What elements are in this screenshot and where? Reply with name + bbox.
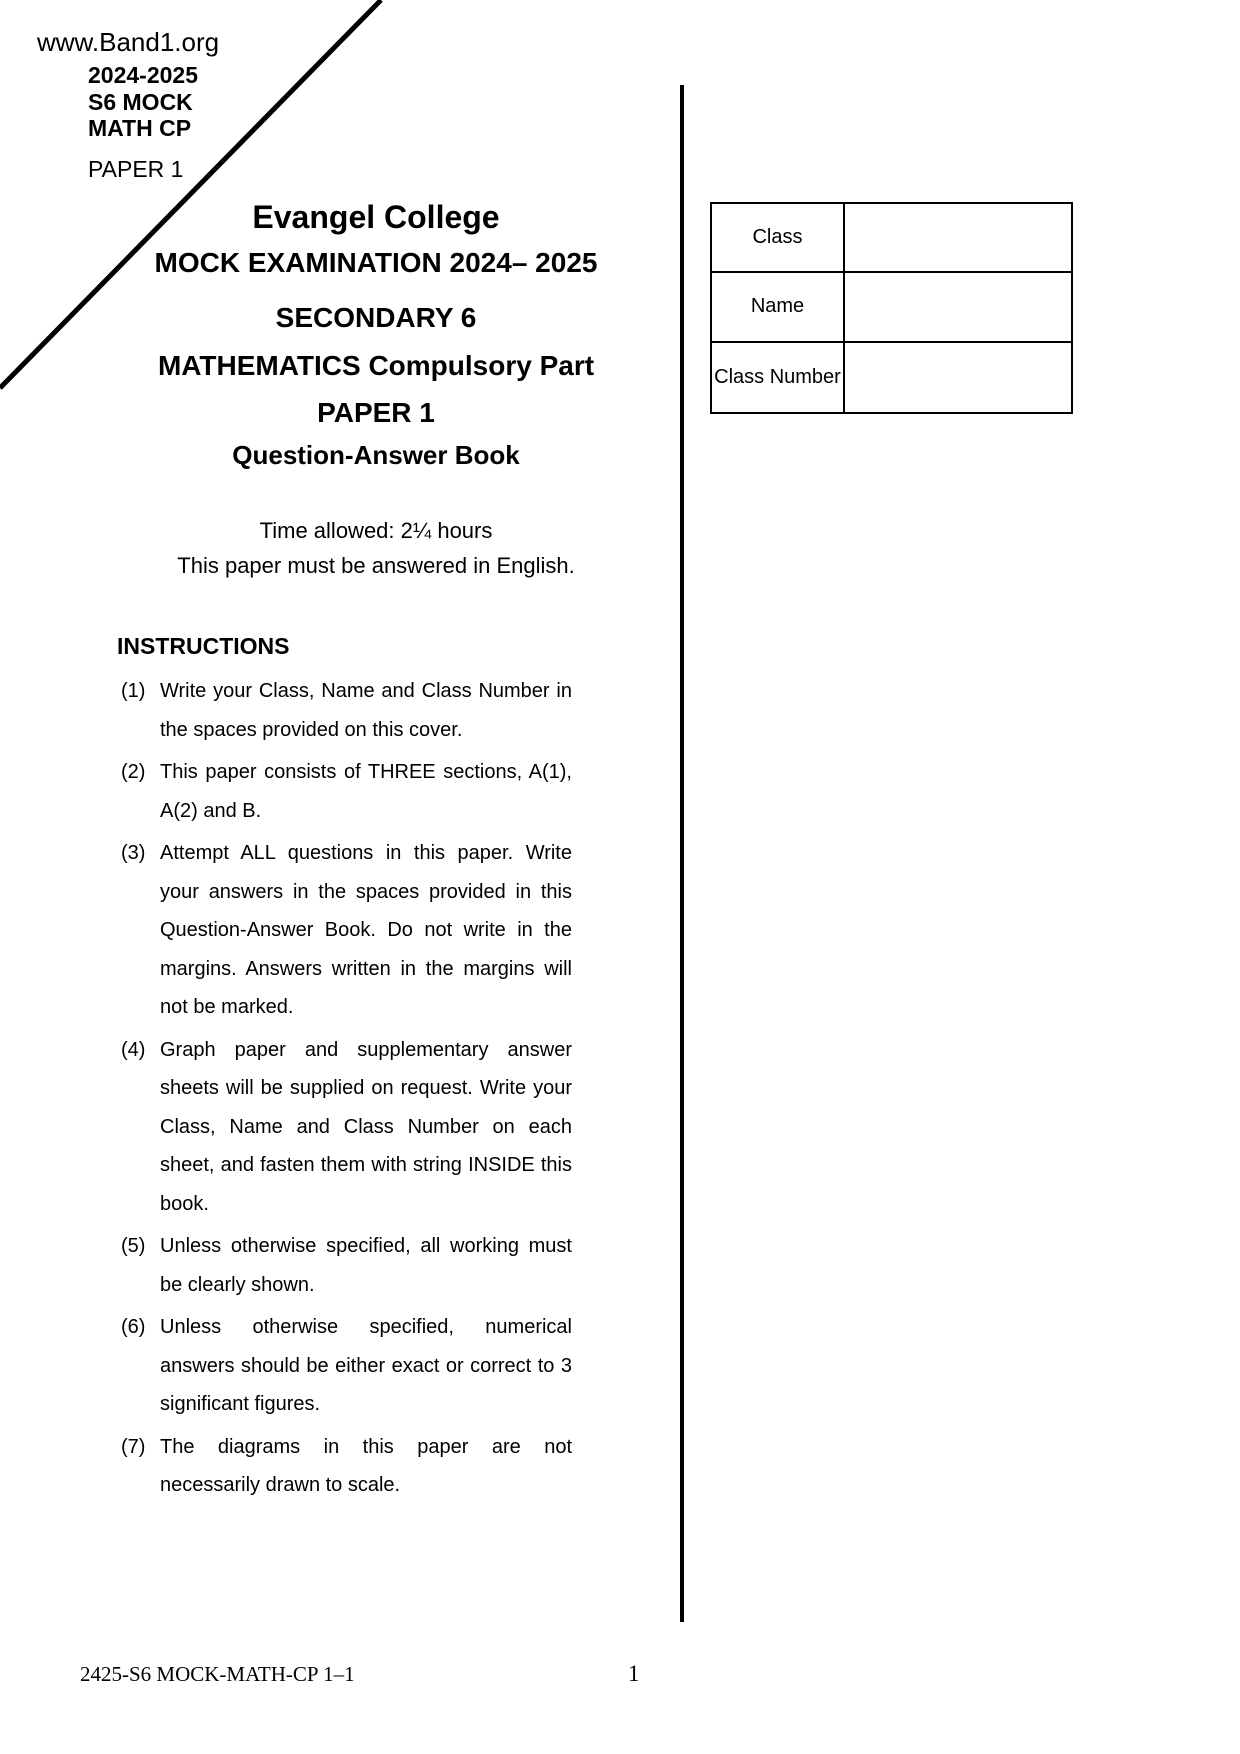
language-note: This paper must be answered in English. <box>177 553 575 578</box>
instruction-line: not be marked. <box>160 996 294 1018</box>
instruction-line: The diagrams in this paper are not <box>160 1435 572 1458</box>
instruction-line: be clearly shown. <box>160 1273 315 1296</box>
corner-label-block <box>88 62 198 142</box>
instruction-line: Attempt ALL questions in this paper. Write <box>160 842 572 864</box>
instruction-number: (5) <box>121 1235 146 1257</box>
instruction-line: Unless otherwise specified, numerical <box>160 1316 572 1338</box>
instruction-line: Question-Answer Book. Do not write in the <box>160 919 572 941</box>
info-table-blank-cell <box>845 273 1071 342</box>
student-info-table <box>710 202 1073 414</box>
instruction-number: (1) <box>121 680 146 702</box>
instruction-item <box>120 1428 590 1505</box>
watermark-text: www.Band1.org <box>37 27 220 57</box>
instruction-line: the spaces provided on this cover. <box>160 718 463 741</box>
instruction-line: answers should be either exact or correct to 3 <box>160 1354 572 1377</box>
instruction-item <box>120 834 590 1027</box>
instruction-line: A(2) and B. <box>160 799 262 822</box>
instruction-number: (2) <box>121 761 146 783</box>
paper-number: PAPER 1 <box>317 397 435 428</box>
instruction-item <box>120 753 590 830</box>
instruction-line: sheets will be supplied on request. Write your <box>160 1077 572 1099</box>
instruction-line: sheet, and fasten them with string INSIDE this <box>160 1154 572 1176</box>
instruction-number: (4) <box>121 1038 146 1061</box>
school-name: Evangel College <box>252 199 500 235</box>
exam-level: SECONDARY 6 <box>275 302 477 333</box>
corner-year: 2024-2025 <box>88 62 198 88</box>
instruction-line: necessarily drawn to scale. <box>160 1474 401 1496</box>
book-type: Question-Answer Book <box>232 440 520 470</box>
info-table-blank-cell <box>845 343 1071 412</box>
instruction-line: Write your Class, Name and Class Number in <box>160 680 572 702</box>
info-table-label: Class Number <box>712 343 845 412</box>
info-table-blank-cell <box>845 204 1071 273</box>
instruction-line: Class, Name and Class Number on each <box>160 1115 572 1138</box>
exam-title: MOCK EXAMINATION 2024– 2025 <box>154 247 598 278</box>
footer-page-number: 1 <box>628 1661 640 1686</box>
instruction-line: book. <box>160 1192 209 1215</box>
corner-mock: S6 MOCK <box>88 88 193 115</box>
instruction-item <box>120 1227 590 1304</box>
info-table-label: Class <box>712 204 845 273</box>
instruction-line: significant figures. <box>160 1393 321 1415</box>
instruction-number: (3) <box>121 842 146 864</box>
instruction-line: your answers in the spaces provided in this <box>160 880 572 903</box>
instruction-line: Graph paper and supplementary answer <box>160 1038 572 1061</box>
exam-subject: MATHEMATICS Compulsory Part <box>157 350 595 381</box>
instruction-number: (6) <box>121 1316 146 1338</box>
corner-subject: MATH CP <box>88 115 192 141</box>
time-allowed: Time allowed: 2¼ hours <box>259 518 493 543</box>
instruction-item <box>120 1308 590 1424</box>
instructions-list <box>120 672 590 1509</box>
footer-paper-code: 2425-S6 MOCK-MATH-CP 1–1 <box>80 1662 355 1686</box>
instruction-line: Unless otherwise specified, all working must <box>160 1235 572 1257</box>
instruction-line: margins. Answers written in the margins will <box>160 957 572 980</box>
instruction-line: This paper consists of THREE sections, A(1), <box>160 761 572 783</box>
instruction-number: (7) <box>121 1435 146 1458</box>
instruction-item <box>120 672 590 749</box>
instructions-heading: INSTRUCTIONS <box>117 633 290 659</box>
info-table-label: Name <box>712 273 845 342</box>
corner-paper-label: PAPER 1 <box>88 156 184 182</box>
instruction-item <box>120 1031 590 1224</box>
